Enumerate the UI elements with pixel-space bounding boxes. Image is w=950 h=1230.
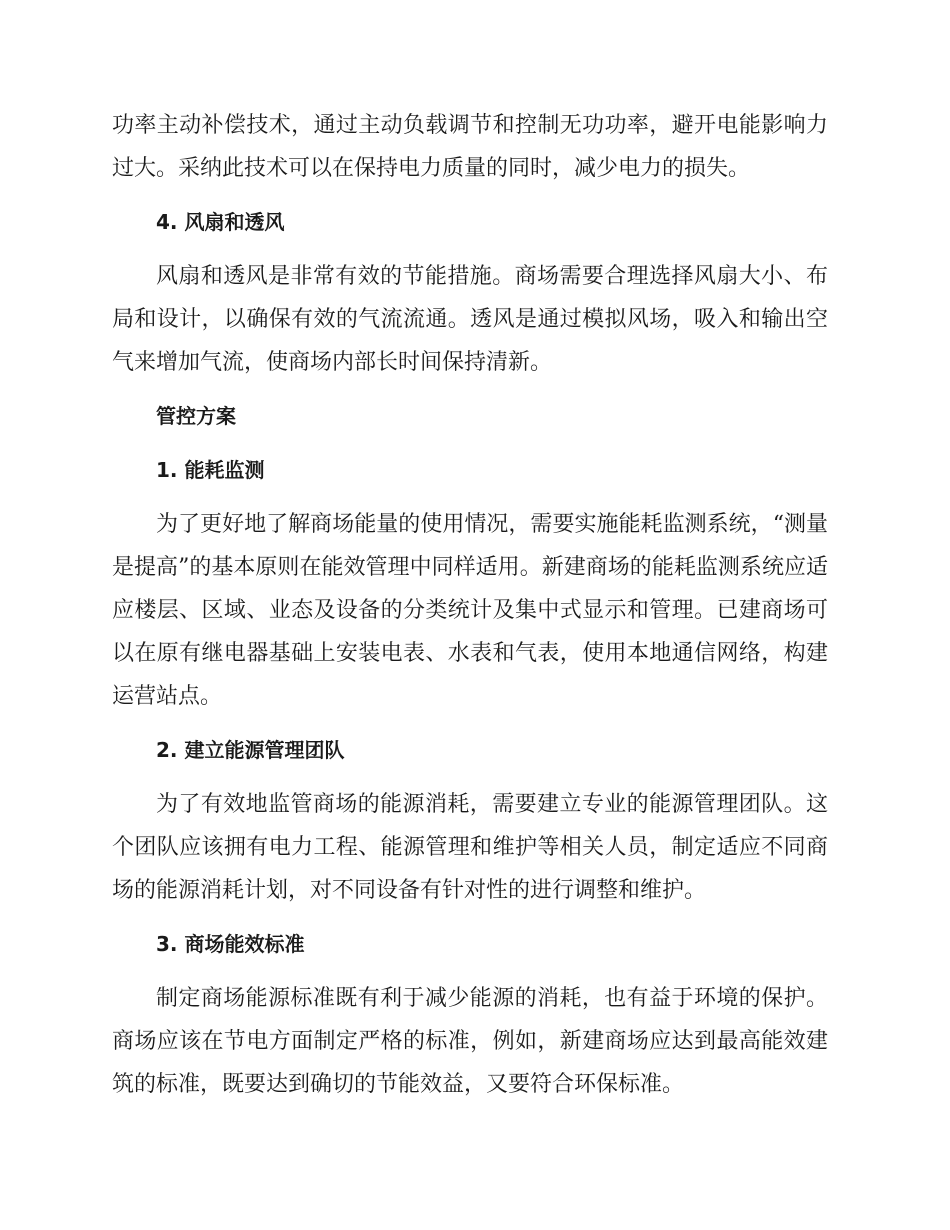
document-page: [112, 104, 828, 1106]
paragraph-reactive-power: 功率主动补偿技术，通过主动负载调节和控制无功功率，避开电能影响力过大。采纳此技术可以在保持电力质量的同时，减少电力的损失。: [112, 113, 828, 181]
heading-control-plan: 管控方案: [156, 404, 236, 428]
heading-efficiency-standard: 3. 商场能效标准: [156, 932, 305, 956]
paragraph-fans-ventilation: 风扇和透风是非常有效的节能措施。商场需要合理选择风扇大小、布局和设计，以确保有效的气流流通。透风是通过模拟风场，吸入和输出空气来增加气流，使商场内部长时间保持清新。: [112, 264, 828, 375]
paragraph-energy-monitoring: 为了更好地了解商场能量的使用情况，需要实施能耗监测系统，“测量是提高”的基本原则在能效管理中同样适用。新建商场的能耗监测系统应适应楼层、区域、业态及设备的分类统计及集中式显示和管理。已建商场可以在原有继电器基础上安装电表、水表和气表，使用本地通信网络，构建运营站点。: [112, 512, 828, 709]
heading-fans-ventilation: 4. 风扇和透风: [156, 210, 285, 234]
paragraph-efficiency-standard: 制定商场能源标准既有利于减少能源的消耗，也有益于环境的保护。商场应该在节电方面制定严格的标准，例如，新建商场应达到最高能效建筑的标准，既要达到确切的节能效益，又要符合环保标准。: [112, 986, 828, 1097]
heading-energy-monitoring: 1. 能耗监测: [156, 458, 265, 482]
heading-energy-team: 2. 建立能源管理团队: [156, 738, 345, 762]
paragraph-energy-team: 为了有效地监管商场的能源消耗，需要建立专业的能源管理团队。这个团队应该拥有电力工程、能源管理和维护等相关人员，制定适应不同商场的能源消耗计划，对不同设备有针对性的进行调整和维护。: [112, 792, 828, 903]
